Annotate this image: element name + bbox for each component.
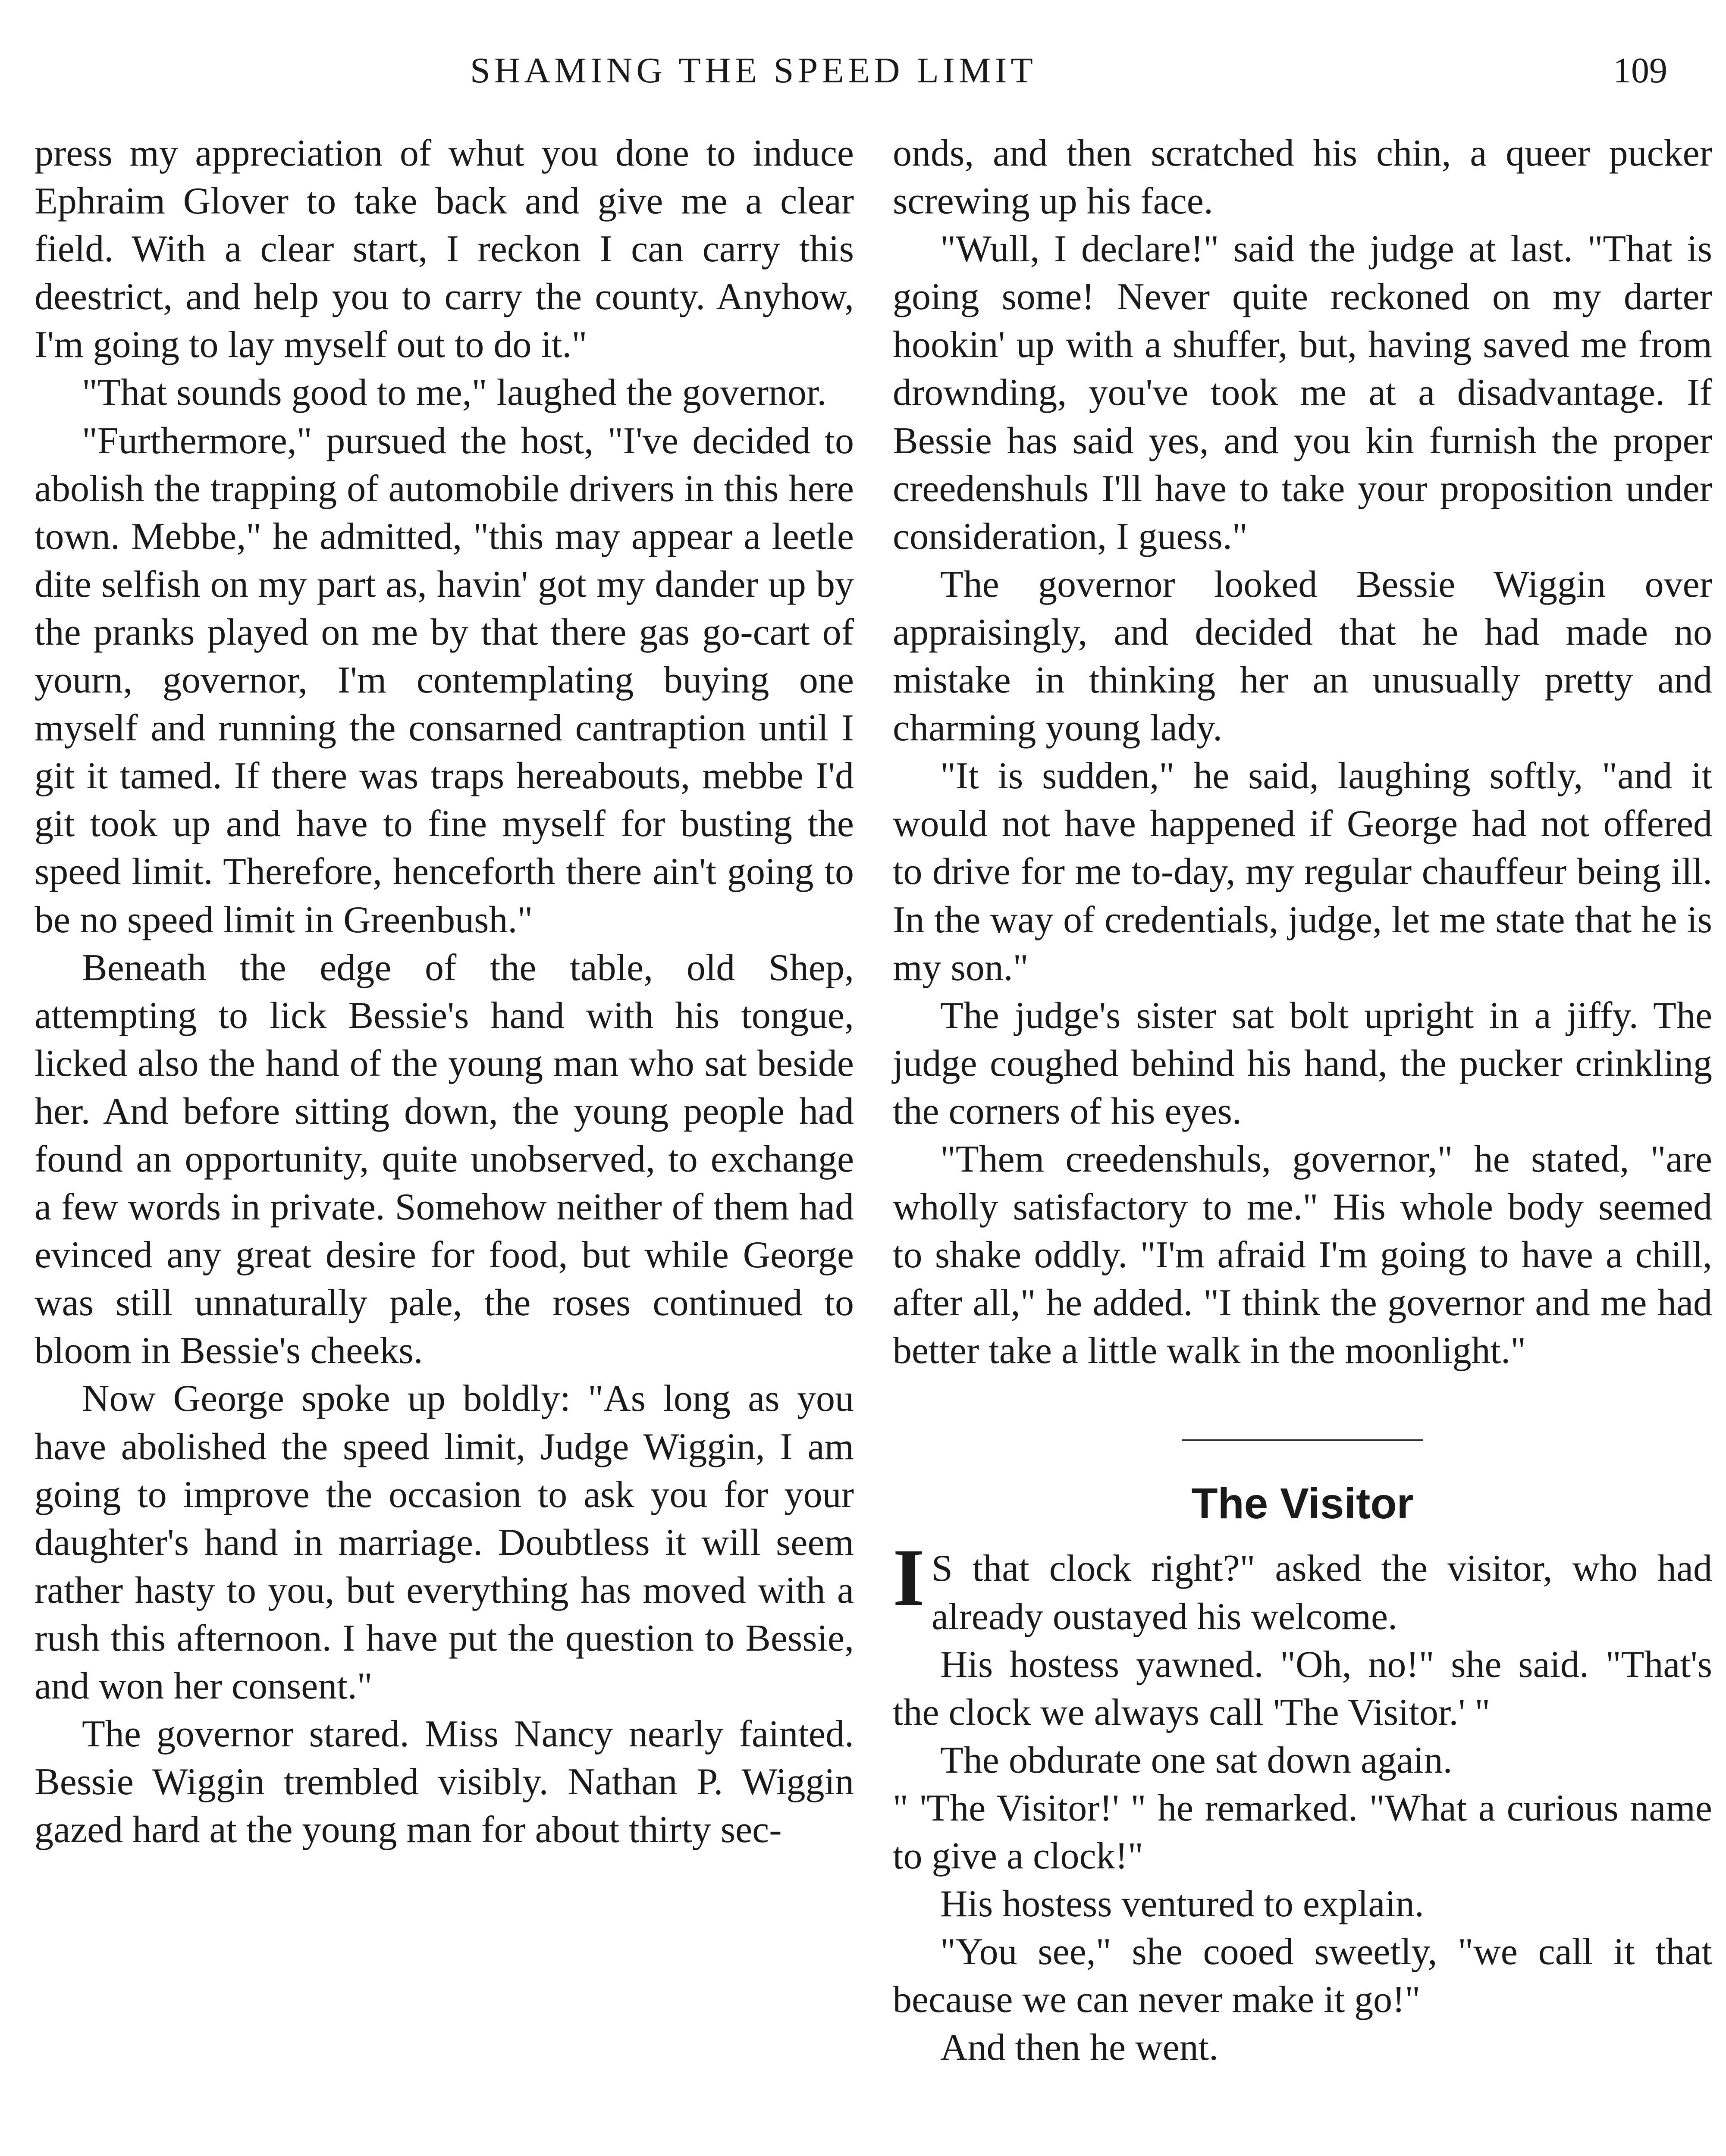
paragraph: The governor stared. Miss Nancy nearly fainted. Bessie Wiggin trembled visibly. Nathan P. Wiggin gazed hard at the young man for about thirty sec- <box>35 1713 854 1851</box>
paragraph: onds, and then scratched his chin, a queer pucker screwing up his face. <box>893 132 1712 222</box>
paragraph: press my appreciation of whut you done to induce Ephraim Glover to take back and give me a clear field. With a clear start, I reckon I can carry this deestrict, and help you to carry the county. Anyhow, I'm going to lay myself out to do it." <box>35 132 854 366</box>
paragraph: "Them creedenshuls, governor," he stated, "are wholly satisfactory to me." His whole body seemed to shake oddly. "I'm afraid I'm going to have a chill, after all," he added. "I think the governor and me had better take a little walk in the moonlight." <box>893 1138 1712 1372</box>
paragraph: "That sounds good to me," laughed the governor. <box>82 372 827 414</box>
drop-cap: I <box>893 1532 925 1623</box>
right-column <box>893 129 1712 2071</box>
visitor-opening-paragraph <box>893 1532 1712 1640</box>
running-title: SHAMING THE SPEED LIMIT <box>470 50 1037 91</box>
paragraph: "Wull, I declare!" said the judge at last. "That is going some! Never quite reckoned on my darter hookin' up with a shuffer, but, having saved me from drownding, you've took me at a disadvantage. If Bessie has said yes, and you kin furnish the proper creedenshuls I'll have to take your proposition under consideration, I guess." <box>893 228 1712 558</box>
section-title: The Visitor <box>1191 1479 1414 1528</box>
paragraph: " 'The Visitor!' " he remarked. "What a curious name to give a clock!" <box>893 1787 1712 1877</box>
paragraph: The governor looked Bessie Wiggin over appraisingly, and decided that he had made no mistake in thinking her an unusually pretty and charming young lady. <box>893 563 1712 749</box>
paragraph: The judge's sister sat bolt upright in a jiffy. The judge coughed behind his hand, the pucker crinkling the corners of his eyes. <box>893 994 1712 1132</box>
page-number: 109 <box>1613 50 1667 91</box>
paragraph: His hostess ventured to explain. <box>940 1883 1424 1925</box>
running-head <box>0 45 1726 97</box>
paragraph: His hostess yawned. "Oh, no!" she said. "That's the clock we always call 'The Visitor.' " <box>893 1643 1712 1733</box>
paragraph: Beneath the edge of the table, old Shep, attempting to lick Bessie's hand with his tongue, licked also the hand of the young man who sat beside her. And before sitting down, the young people had found an opportunity, quite unobserved, to exchange a few words in private. Somehow neither of them had evinced any great desire for food, but while George was still unnaturally pale, the roses continued to bloom in Bessie's cheeks. <box>35 946 854 1372</box>
paragraph: "It is sudden," he said, laughing softly, "and it would not have happened if George had not offered to drive for me to-day, my regular chauffeur being ill. In the way of credentials, judge, let me state that he is my son." <box>893 755 1712 989</box>
left-column <box>35 129 854 1854</box>
section-divider <box>1182 1439 1423 1441</box>
paragraph: Now George spoke up boldly: "As long as you have abolished the speed limit, Judge Wiggin, I am going to improve the occasion to ask you for your daughter's hand in marriage. Doubtless it will seem rather hasty to you, but everything has moved with a rush this afternoon. I have put the question to Bessie, and won her consent." <box>35 1378 854 1707</box>
paragraph: "Furthermore," pursued the host, "I've decided to abolish the trapping of automobile drivers in this here town. Mebbe," he admitted, "this may appear a leetle dite selfish on my part as, havin' got my dander up by the pranks played on me by that there gas go-cart of yourn, governor, I'm contemplating buying one myself and running the consarned cantraption until I git it tamed. If there was traps hereabouts, mebbe I'd git took up and have to fine myself for busting the speed limit. Therefore, henceforth there ain't going to be no speed limit in Greenbush." <box>35 420 854 941</box>
opening-text: S that clock right?" asked the visitor, who had already oustayed his welcome. <box>931 1548 1712 1638</box>
paragraph: And then he went. <box>940 2027 1219 2069</box>
paragraph: The obdurate one sat down again. <box>940 1739 1453 1781</box>
paragraph: "You see," she cooed sweetly, "we call it that because we can never make it go!" <box>893 1931 1712 2021</box>
